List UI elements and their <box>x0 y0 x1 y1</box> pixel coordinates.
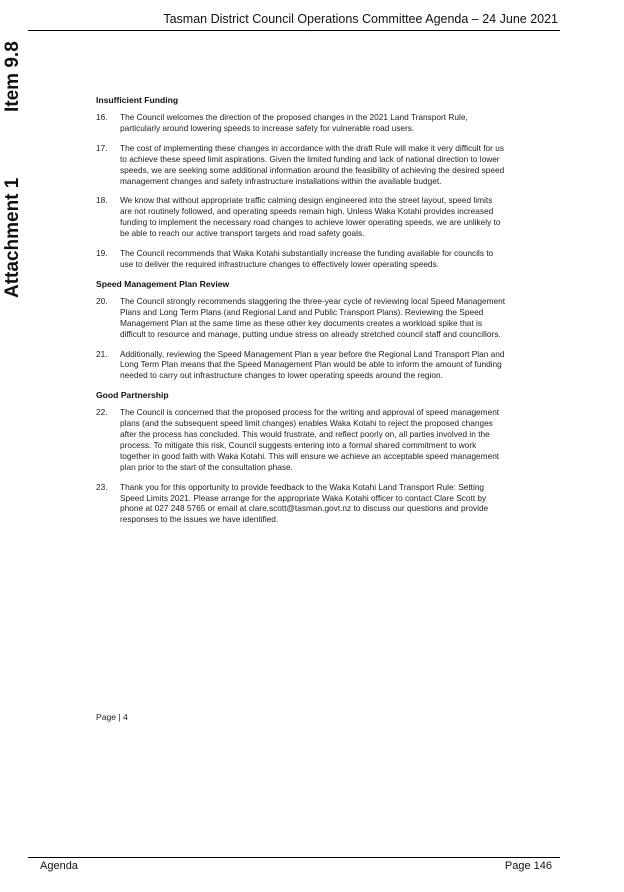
section-heading: Good Partnership <box>96 390 169 401</box>
paragraph-text: Thank you for this opportunity to provide feedback to the Waka Kotahi Land Transport Rule: Setting Speed Limits 2021. Please arrange for the appropriate Waka Kotahi officer to contact Clare Scott by phone at 027 248 5765 or email at clare.scott@tasman.govt.nz to discuss our questions and provide responses to the issues we have identified. <box>120 481 489 525</box>
paragraph-number: 19. <box>96 248 108 259</box>
side-label-item: Item 9.8 <box>2 41 23 112</box>
document-body <box>96 95 506 534</box>
page-number: Page | 4 <box>96 712 128 722</box>
paragraph-text: The Council is concerned that the proposed process for the writing and approval of speed management plans (and the subsequent speed limit changes) enables Waka Kotahi to reject the proposed changes after the process has concluded. This would frustrate, and reflect poorly on, all parties involved in the process. To mitigate this risk, Council suggests entering into a formal shared commitment to work together in good faith with Waka Kotahi. This will ensure we achieve an acceptable speed management plan prior to the start of the consultation phase. <box>120 407 500 472</box>
paragraph-text: We know that without appropriate traffic calming design engineered into the street layout, speed limits are not routinely followed, and operating speeds remain high. Unless Waka Kotahi provides increased funding to implement the necessary road changes to achieve lower operating speeds, we are unlikely to be able to reach our active transport targets and road safety goals. <box>120 195 501 239</box>
paragraph-text: The cost of implementing these changes in accordance with the draft Rule will make it very difficult for us to achieve these speed limit aspirations. Given the limited funding and lack of national direction to lower speeds, we are seeking some additional information around the feasibility of achieving the desired speed management changes and safety infrastructure installations within the available budget. <box>120 142 505 186</box>
section-heading: Speed Management Plan Review <box>96 278 230 289</box>
section-good-partnership <box>96 390 506 525</box>
paragraph-number: 21. <box>96 348 108 359</box>
paragraph-text: The Council recommends that Waka Kotahi substantially increase the funding available for councils to use to deliver the required infrastructure changes to effectively lower operating speeds. <box>120 248 494 269</box>
paragraph-number: 23. <box>96 481 108 492</box>
paragraph-number: 18. <box>96 195 108 206</box>
section-heading: Insufficient Funding <box>96 95 179 105</box>
paragraph <box>96 482 506 526</box>
paragraph <box>96 296 506 340</box>
paragraph <box>96 349 506 382</box>
footer-page-number: Page 146 <box>504 860 552 872</box>
paragraph <box>96 143 506 187</box>
paragraph <box>96 112 506 134</box>
paragraph-text: Additionally, reviewing the Speed Management Plan a year before the Regional Land Transport Plan and Long Term Plan means that the Speed Management Plan would be able to inform the amount of funding needed to carry out infrastructure changes to lower operating speeds around the region. <box>120 348 505 381</box>
footer-rule <box>28 857 560 858</box>
paragraph-number: 16. <box>96 112 108 122</box>
paragraph-number: 17. <box>96 142 108 153</box>
side-label-attachment: Attachment 1 <box>2 177 23 298</box>
section-insufficient-funding <box>96 95 506 270</box>
paragraph-number: 22. <box>96 407 108 418</box>
paragraph-text: The Council strongly recommends staggering the three-year cycle of reviewing local Speed Management Plans and Long Term Plans (and Regional Land and Public Transport Plans). Reviewing the Speed Management Plan at the same time as these other key documents creates a workload spike that is difficult to resource and manage, putting undue stress on already stretched council staff and councillors. <box>120 295 506 339</box>
header-title: Tasman District Council Operations Committee Agenda – 24 June 2021 <box>163 12 558 26</box>
paragraph-number: 20. <box>96 295 108 306</box>
paragraph <box>96 407 506 472</box>
paragraph <box>96 195 506 239</box>
footer-left-label: Agenda <box>40 860 78 872</box>
header-rule <box>28 30 560 31</box>
paragraph <box>96 248 506 270</box>
section-speed-management-plan-review <box>96 279 506 381</box>
paragraph-text: The Council welcomes the direction of the proposed changes in the 2021 Land Transport Rule, particularly around lowering speeds to increase safety for vulnerable road users. <box>120 112 468 133</box>
